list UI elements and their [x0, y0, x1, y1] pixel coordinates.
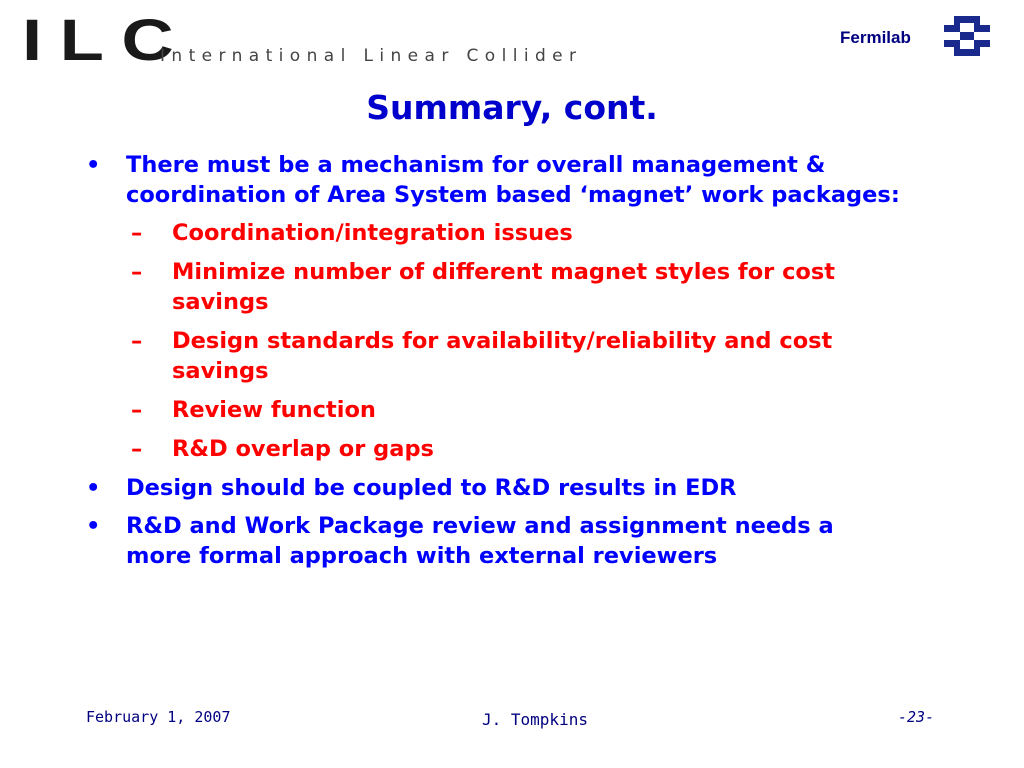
footer-date: February 1, 2007: [86, 708, 231, 726]
sub-marker: –: [131, 259, 143, 285]
sub-item-text: R&D overlap or gaps: [172, 436, 434, 462]
ilc-logo-subtitle: International Linear Collider: [160, 46, 583, 66]
bullet-item: [86, 150, 906, 210]
slide-content: [86, 150, 906, 579]
sub-marker: –: [131, 436, 143, 462]
bullet-text: R&D and Work Package review and assignment needs a more formal approach with external reviewers: [126, 513, 834, 569]
bullet-text: There must be a mechanism for overall management & coordination of Area System based ‘magnet’ work packages:: [126, 152, 900, 208]
bullet-marker: •: [86, 152, 101, 178]
bullet-text: Design should be coupled to R&D results in EDR: [126, 475, 737, 501]
fermilab-logo-icon: [944, 16, 990, 56]
sub-item: [86, 257, 906, 317]
footer-page-number: -23-: [898, 708, 935, 726]
sub-item-text: Minimize number of different magnet styles for cost savings: [172, 259, 836, 315]
sub-item-text: Design standards for availability/reliability and cost savings: [172, 328, 833, 384]
sub-marker: –: [131, 328, 143, 354]
sub-item: [86, 434, 906, 464]
ilc-logo-letters: ILC: [22, 8, 192, 73]
sub-item: [86, 395, 906, 425]
sub-item: [86, 218, 906, 248]
sub-item-text: Coordination/integration issues: [172, 220, 573, 246]
sub-item-text: Review function: [172, 397, 376, 423]
slide-title: Summary, cont.: [366, 88, 658, 127]
fermilab-name: Fermilab: [840, 28, 911, 47]
footer-author: J. Tompkins: [482, 710, 588, 729]
bullet-item: [86, 511, 906, 571]
sub-marker: –: [131, 220, 143, 246]
sub-item: [86, 326, 906, 386]
bullet-marker: •: [86, 513, 101, 539]
bullet-item: [86, 473, 906, 503]
sub-marker: –: [131, 397, 143, 423]
bullet-marker: •: [86, 475, 101, 501]
